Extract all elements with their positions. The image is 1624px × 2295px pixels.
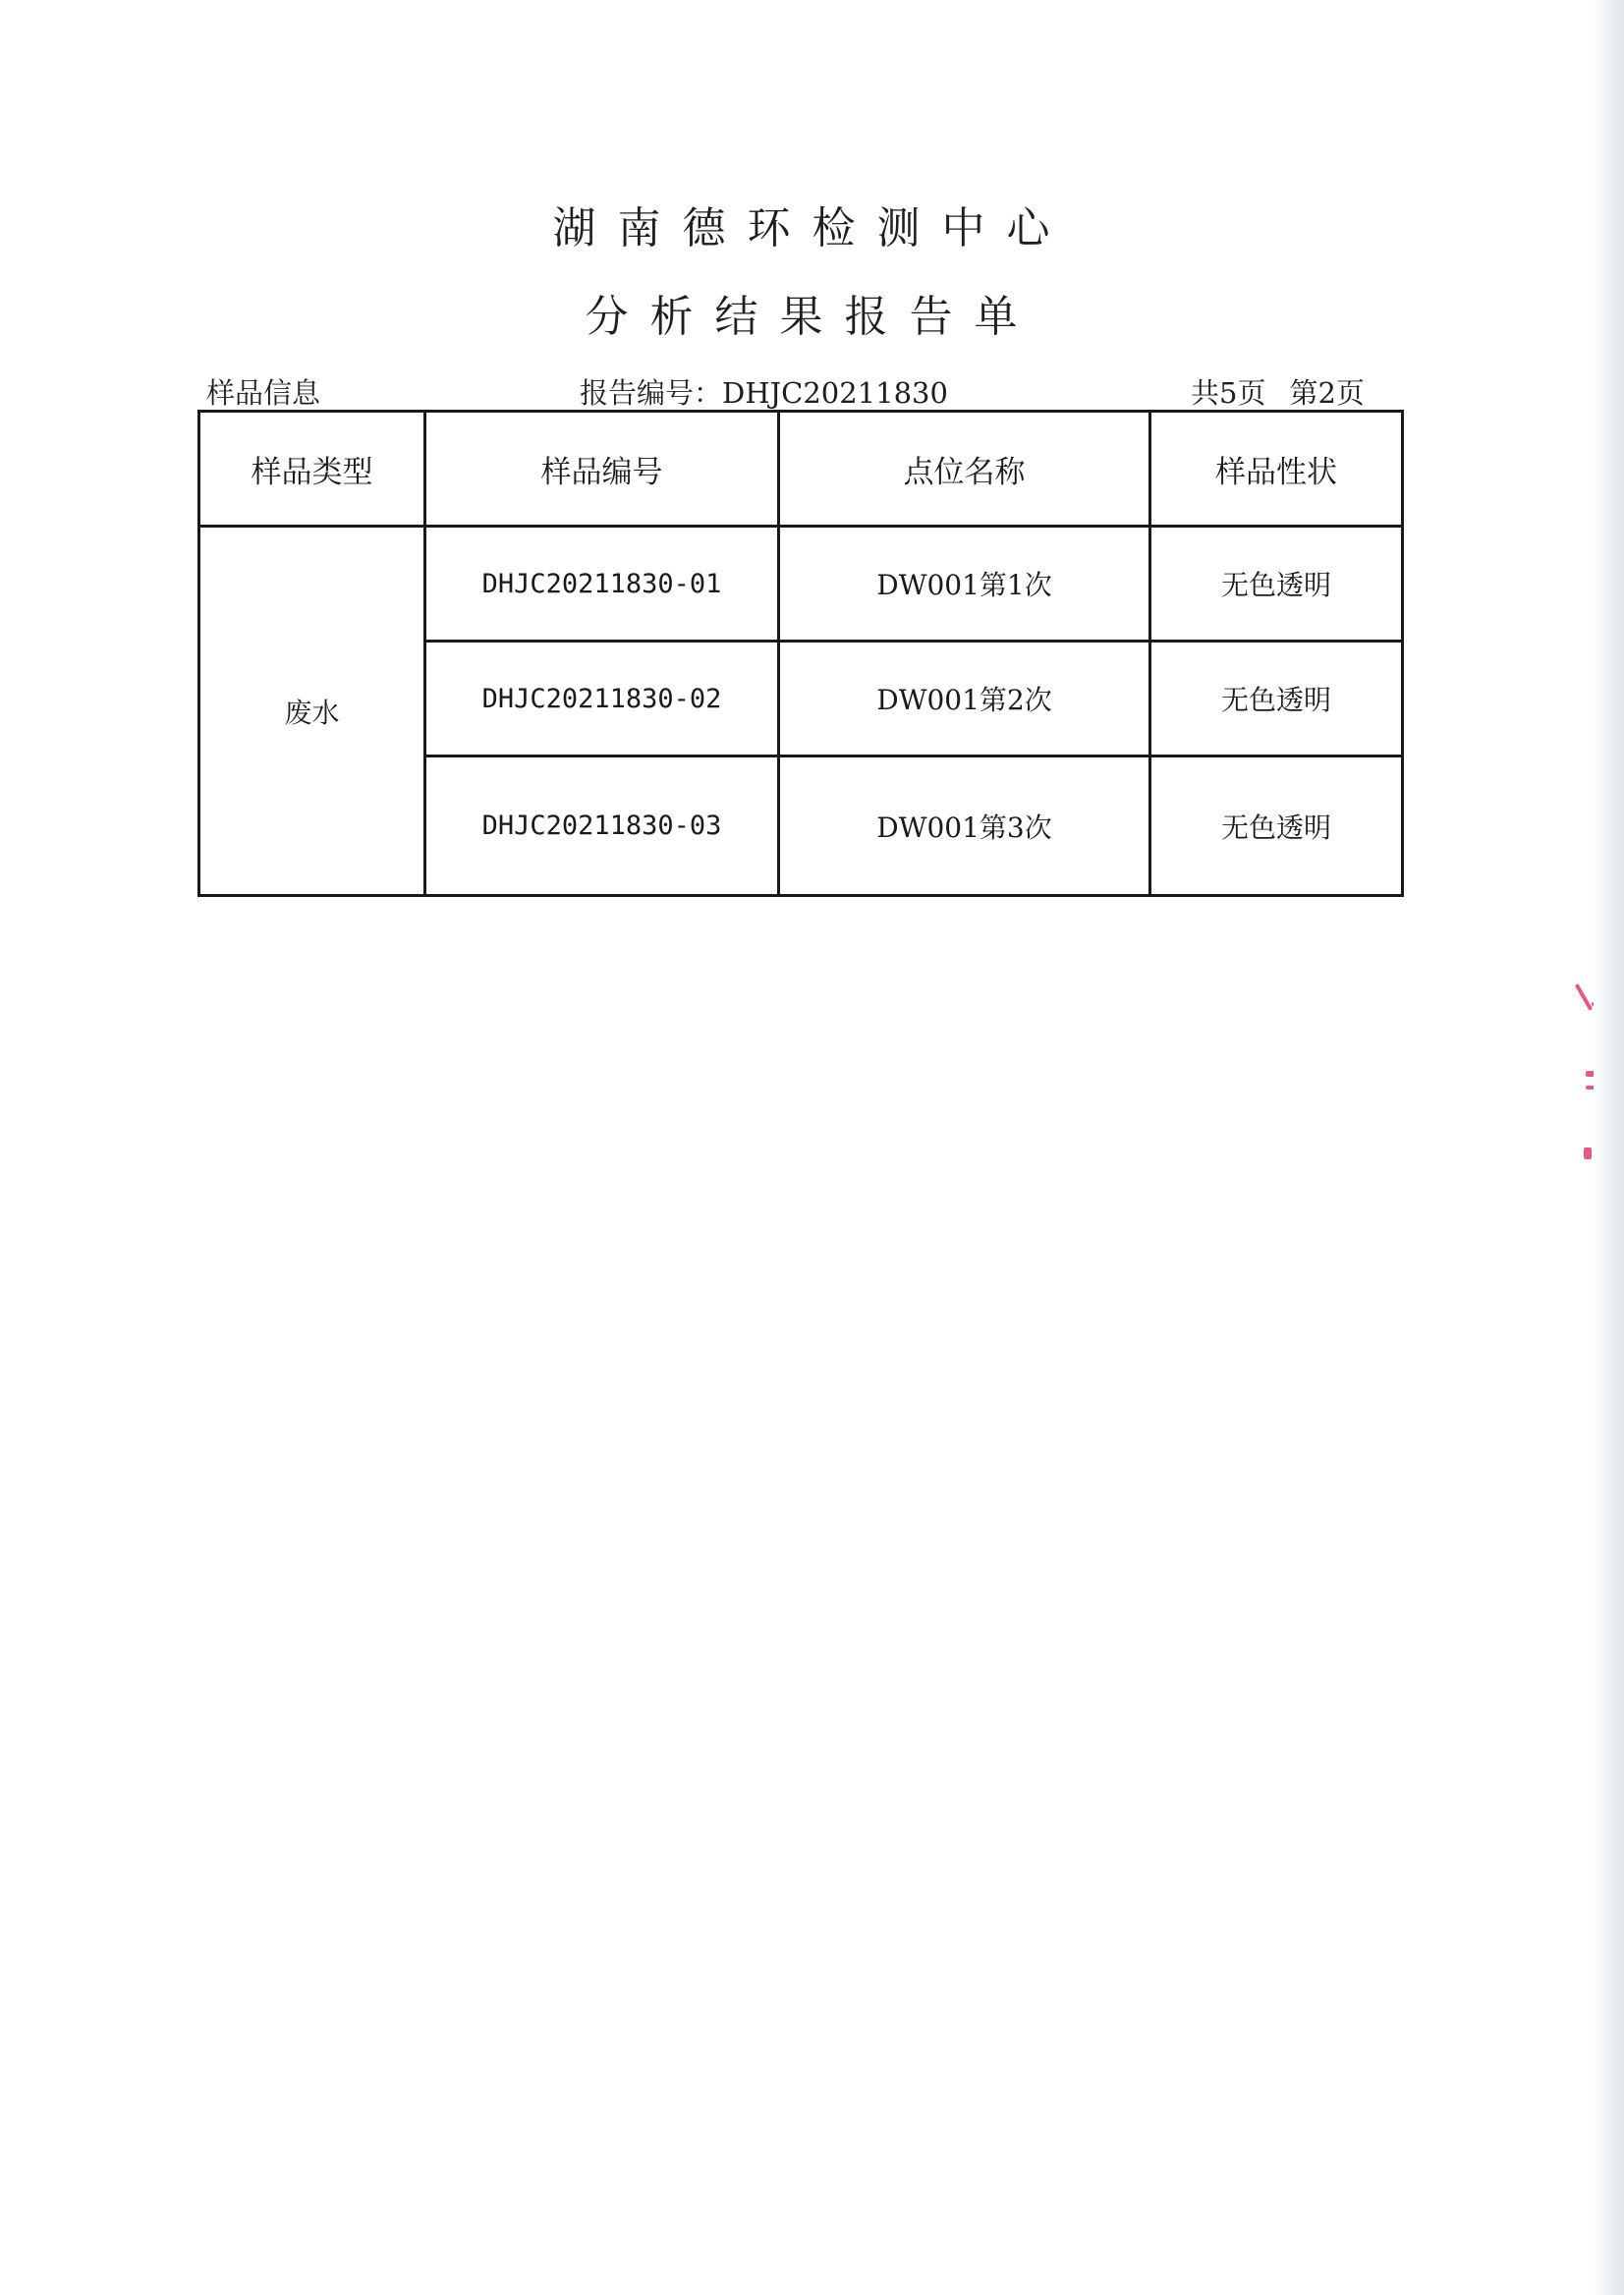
header-sample-id: 样品编号 [425,412,779,527]
point-name-cell: DW001第2次 [779,642,1150,756]
point-name-cell: DW001第3次 [779,756,1150,896]
header-sample-state: 样品性状 [1150,412,1403,527]
page-indicator [1191,371,1365,412]
scan-edge [1594,0,1624,2295]
table-header-row [199,412,1403,527]
sample-id-cell: DHJC20211830-03 [425,756,779,896]
sample-info-label: 样品信息 [206,376,321,410]
sample-info-table [197,410,1404,897]
table-row [199,527,1403,642]
sample-id-cell: DHJC20211830-01 [425,527,779,642]
organization-title: 湖南德环检测中心 [552,203,1072,253]
total-pages: 共5页 [1191,376,1266,410]
point-name-cell: DW001第1次 [779,527,1150,642]
sample-state-cell: 无色透明 [1150,527,1403,642]
current-page: 第2页 [1289,376,1365,410]
header-point-name: 点位名称 [779,412,1150,527]
document-title: 分析结果报告单 [585,292,1039,342]
sample-state-cell: 无色透明 [1150,642,1403,756]
header-sample-type: 样品类型 [199,412,425,527]
sample-id-cell: DHJC20211830-02 [425,642,779,756]
sample-type-cell: 废水 [199,527,425,896]
sample-state-cell: 无色透明 [1150,756,1403,896]
report-number: 报告编号：DHJC20211830 [580,376,948,410]
